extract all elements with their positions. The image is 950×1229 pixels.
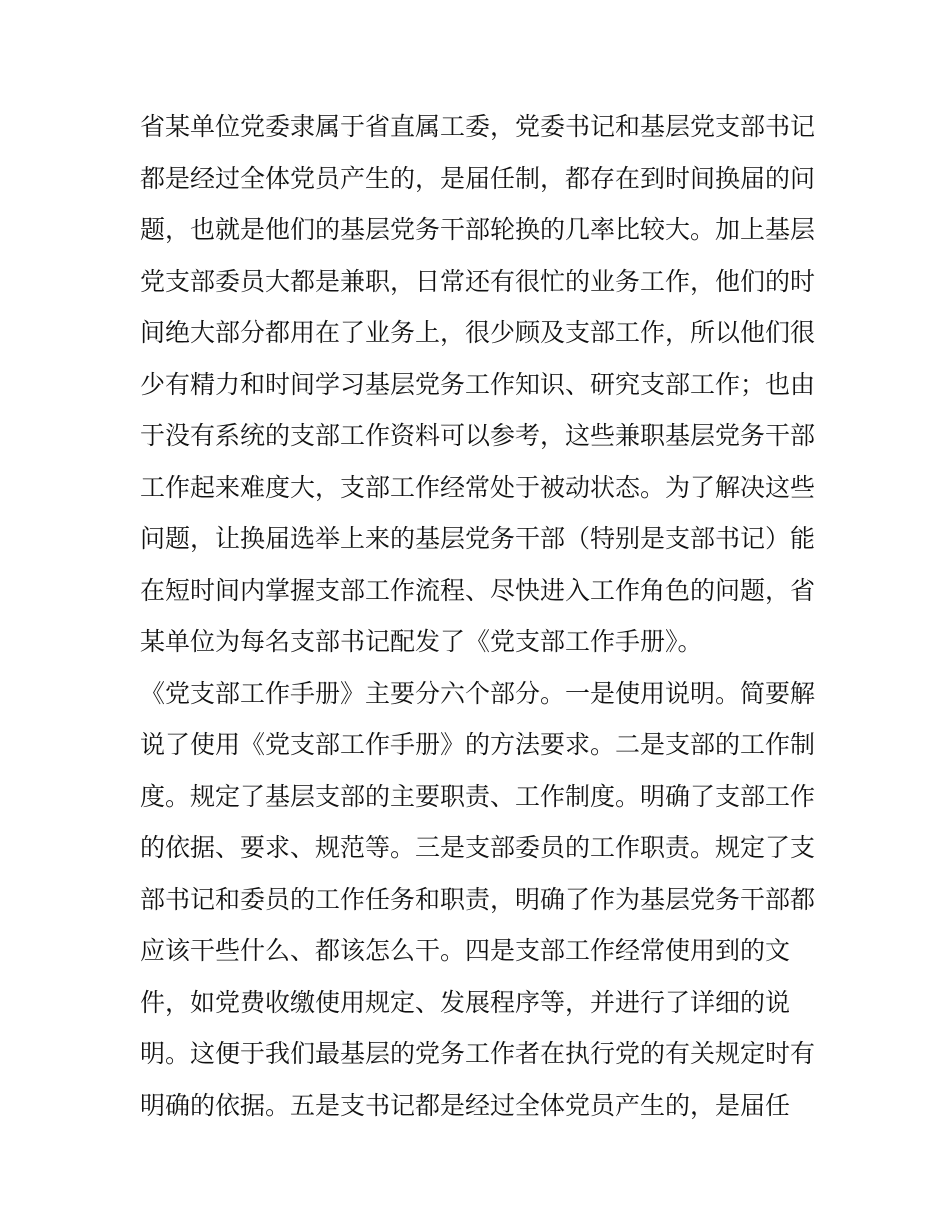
text-line: 明确的依据。五是支书记都是经过全体党员产生的，是届任 (140, 1090, 791, 1120)
text-line: 件，如党费收缴使用规定、发展程序等，并进行了详细的说 (140, 987, 791, 1017)
document-body (140, 101, 820, 1131)
text-line: 间绝大部分都用在了业务上，很少顾及支部工作，所以他们很 (140, 318, 816, 347)
text-line: 题，也就是他们的基层党务干部轮换的几率比较大。加上基层 (140, 215, 816, 244)
text-line: 度。规定了基层支部的主要职责、工作制度。明确了支部工作 (140, 781, 816, 811)
text-line: 《党支部工作手册》主要分六个部分。一是使用说明。简要解 (140, 678, 816, 708)
text-line: 于没有系统的支部工作资料可以参考，这些兼职基层党务干部 (140, 421, 816, 450)
text-line: 说了使用《党支部工作手册》的方法要求。二是支部的工作制 (140, 730, 816, 759)
text-line: 都是经过全体党员产生的，是届任制，都存在到时间换届的问 (140, 163, 816, 193)
text-line: 少有精力和时间学习基层党务工作知识、研究支部工作；也由 (140, 369, 816, 399)
text-line: 部书记和委员的工作任务和职责，明确了作为基层党务干部都 (140, 884, 816, 914)
text-line: 某单位为每名支部书记配发了《党支部工作手册》。 (140, 627, 703, 656)
text-line: 的依据、要求、规范等。三是支部委员的工作职责。规定了支 (140, 833, 816, 862)
text-line: 应该干些什么、都该怎么干。四是支部工作经常使用到的文 (140, 936, 791, 965)
text-line: 党支部委员大都是兼职，日常还有很忙的业务工作，他们的时 (140, 266, 816, 296)
text-line: 省某单位党委隶属于省直属工委，党委书记和基层党支部书记 (140, 112, 816, 141)
text-line: 工作起来难度大，支部工作经常处于被动状态。为了解决这些 (140, 472, 816, 502)
text-line: 在短时间内掌握支部工作流程、尽快进入工作角色的问题，省 (140, 575, 816, 605)
paragraph-1 (140, 101, 820, 668)
paragraph-2 (140, 668, 820, 1132)
text-line: 问题，让换届选举上来的基层党务干部（特别是支部书记）能 (140, 524, 816, 553)
text-line: 明。这便于我们最基层的党务工作者在执行党的有关规定时有 (140, 1039, 816, 1068)
